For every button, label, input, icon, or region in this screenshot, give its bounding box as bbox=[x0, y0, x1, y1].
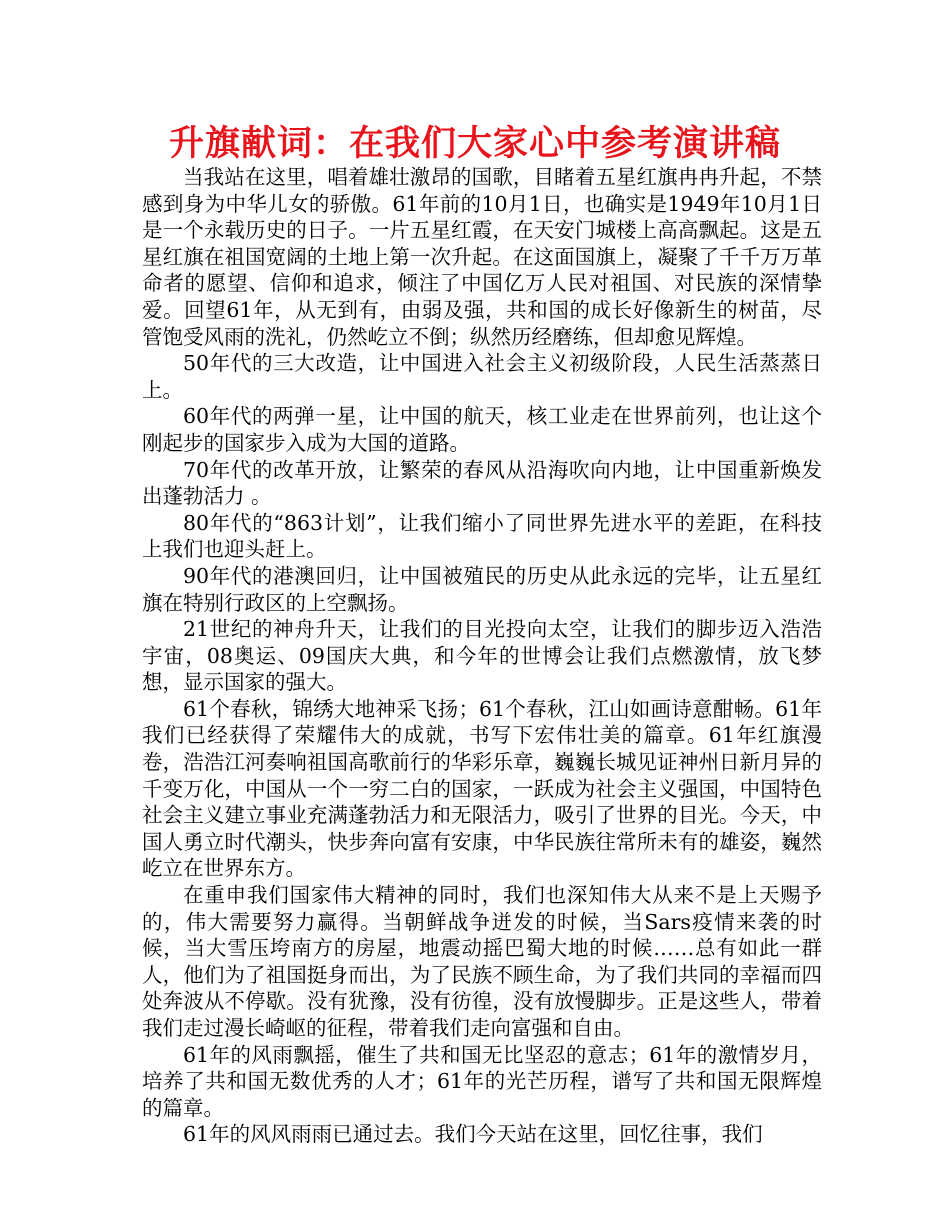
document-body bbox=[142, 164, 822, 1148]
document-title: 升旗献词：在我们大家心中参考演讲稿 bbox=[168, 124, 781, 164]
paragraph: 70年代的改革开放，让繁荣的春风从沿海吹向内地，让中国重新焕发出蓬勃活力 。 bbox=[142, 457, 822, 509]
paragraph: 80年代的“863计划”，让我们缩小了同世界先进水平的差距，在科技上我们也迎头赶上。 bbox=[142, 510, 822, 562]
paragraph: 61年的风风雨雨已通过去。我们今天站在这里，回忆往事，我们 bbox=[183, 1122, 763, 1147]
paragraph: 在重申我们国家伟大精神的同时，我们也深知伟大从来不是上天赐予的，伟大需要努力赢得。当朝鲜战争迸发的时候，当Sars疫情来袭的时候，当大雪压垮南方的房屋，地震动摇巴蜀大地的时候……总有如此一群人，他们为了祖国挺身而出，为了民族不顾生命，为了我们共同的幸福而四处奔波从不停歇。没有犹豫，没有彷徨，没有放慢脚步。正是这些人，带着我们走过漫长崎岖的征程，带着我们走向富强和自由。 bbox=[142, 883, 822, 1040]
paragraph: 50年代的三大改造，让中国进入社会主义初级阶段，人民生活蒸蒸日上。 bbox=[142, 351, 822, 402]
paragraph: 60年代的两弹一星，让中国的航天，核工业走在世界前列，也让这个刚起步的国家步入成为大国的道路。 bbox=[142, 404, 822, 455]
paragraph: 90年代的港澳回归，让中国被殖民的历史从此永远的完毕，让五星红旗在特别行政区的上空飘扬。 bbox=[142, 563, 822, 615]
paragraph: 61年的风雨飘摇，催生了共和国无比坚忍的意志；61年的激情岁月，培养了共和国无数优秀的人才；61年的光芒历程，谱写了共和国无限辉煌的篇章。 bbox=[142, 1042, 822, 1120]
paragraph: 61个春秋，锦绣大地神采飞扬；61个春秋，江山如画诗意酣畅。61年我们已经获得了荣耀伟大的成就，书写下宏伟壮美的篇章。61年红旗漫卷，浩浩江河奏响祖国高歌前行的华彩乐章，巍巍长城见证神州日新月异的千变万化，中国从一个一穷二白的国家，一跃成为社会主义强国，中国特色社会主义建立事业充满蓬勃活力和无限活力，吸引了世界的目光。今天，中国人勇立时代潮头，快步奔向富有安康，中华民族往常所未有的雄姿，巍然屹立在世界东方。 bbox=[142, 696, 822, 881]
paragraph: 当我站在这里，唱着雄壮激昂的国歌，目睹着五星红旗冉冉升起，不禁感到身为中华儿女的骄傲。61年前的10月1日，也确实是1949年10月1日是一个永载历史的日子。一片五星红霞，在天安门城楼上高高飘起。这是五星红旗在祖国宽阔的土地上第一次升起。在这面国旗上，凝聚了千千万万革命者的愿望、信仰和追求，倾注了中国亿万人民对祖国、对民族的深情挚爱。回望61年，从无到有，由弱及强，共和国的成长好像新生的树苗，尽管饱受风雨的洗礼，仍然屹立不倒；纵然历经磨练，但却愈见辉煌。 bbox=[142, 165, 822, 349]
paragraph: 21世纪的神舟升天，让我们的目光投向太空，让我们的脚步迈入浩浩宇宙，08奥运、09国庆大典，和今年的世博会让我们点燃激情，放飞梦想，显示国家的强大。 bbox=[142, 617, 822, 695]
